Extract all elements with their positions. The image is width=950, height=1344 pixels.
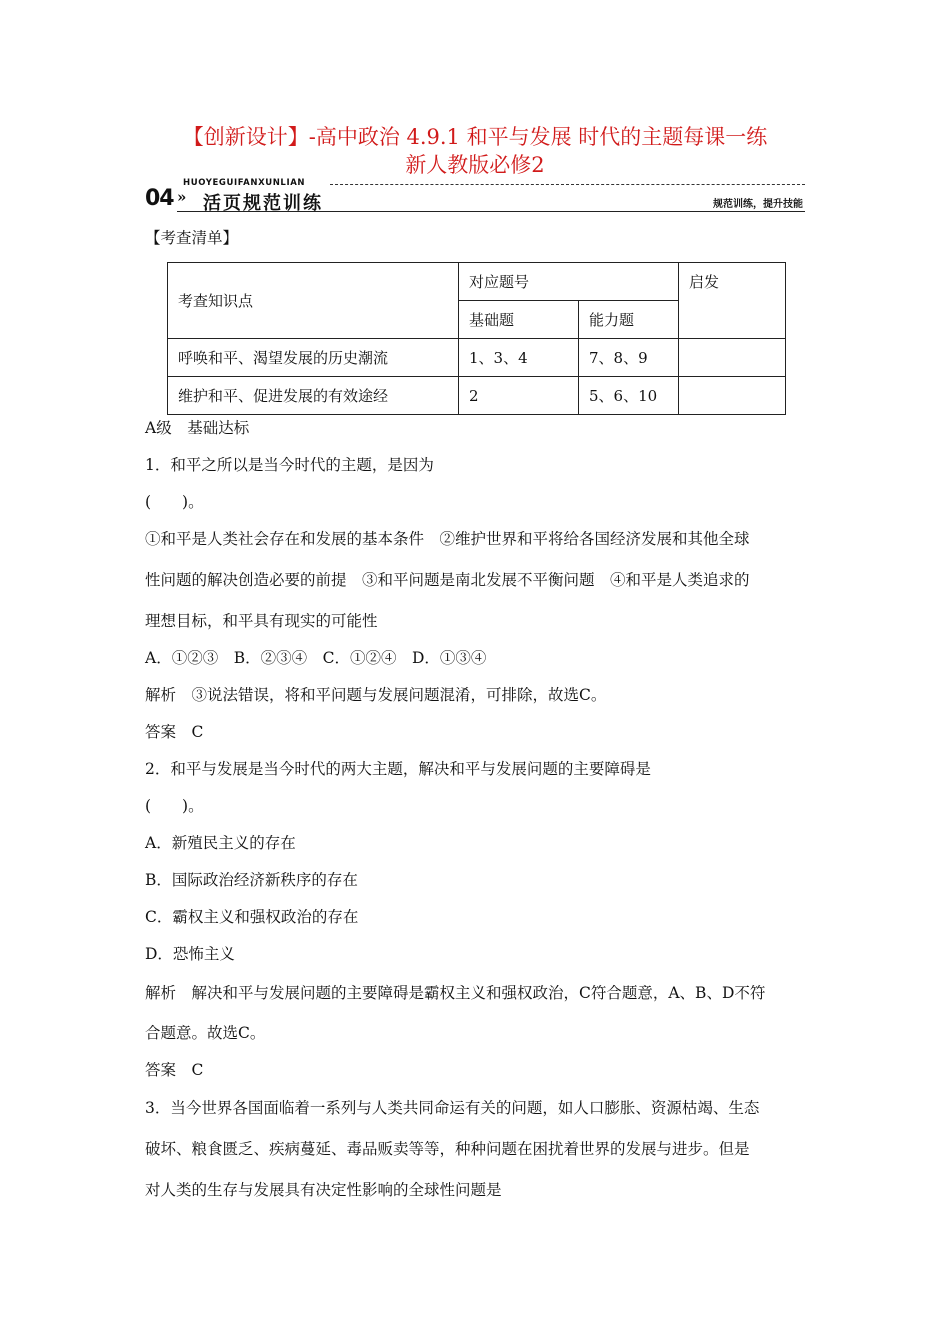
q2-option-b: B．国际政治经济新秩序的存在 <box>145 871 358 889</box>
q1-blank: ( )。 <box>145 493 204 511</box>
q2-option-d: D．恐怖主义 <box>145 945 235 963</box>
header-question-no: 对应题号 <box>459 263 679 301</box>
section-slogan: 规范训练，提升技能 <box>713 199 803 210</box>
q1-analysis: 解析 ③说法错误，将和平问题与发展问题混淆，可排除，故选C。 <box>145 686 607 704</box>
checklist-table <box>167 262 786 415</box>
header-basic: 基础题 <box>459 301 579 339</box>
q3-stem: 3．当今世界各国面临着一系列与人类共同命运有关的问题，如人口膨胀、资源枯竭、生态 <box>145 1099 760 1117</box>
row-basic: 2 <box>459 377 579 415</box>
q2-stem: 2．和平与发展是当今时代的两大主题，解决和平与发展问题的主要障碍是 <box>145 760 651 778</box>
checklist-label: 【考查清单】 <box>145 229 239 247</box>
table-row <box>168 377 786 415</box>
section-number: 04 <box>145 186 174 211</box>
section-banner <box>145 178 805 214</box>
q2-option-c: C．霸权主义和强权政治的存在 <box>145 908 359 926</box>
q1-options: 理想目标，和平具有现实的可能性 <box>145 612 378 630</box>
q1-options: 性问题的解决创造必要的前提 ③和平问题是南北发展不平衡问题 ④和平是人类追求的 <box>145 571 750 589</box>
level-heading: A级 基础达标 <box>145 419 250 437</box>
header-ability: 能力题 <box>579 301 679 339</box>
q1-answer: 答案 C <box>145 723 204 741</box>
row-note <box>679 339 786 377</box>
section-pinyin: HUOYEGUIFANXUNLIAN <box>183 178 306 188</box>
header-inspiration: 启发 <box>679 263 786 339</box>
document-title-line-1: 【创新设计】-高中政治 4.9.1 和平与发展 时代的主题每课一练 <box>182 125 768 149</box>
q3-stem: 破坏、粮食匮乏、疾病蔓延、毒品贩卖等等，种种问题在困扰着世界的发展与进步。但是 <box>145 1140 750 1158</box>
q1-choices: A．①②③ B．②③④ C．①②④ D．①③④ <box>145 649 487 667</box>
q1-stem: 1．和平之所以是当今时代的主题，是因为 <box>145 456 434 474</box>
row-topic: 呼唤和平、渴望发展的历史潮流 <box>168 339 459 377</box>
q1-options: ①和平是人类社会存在和发展的基本条件 ②维护世界和平将给各国经济发展和其他全球 <box>145 530 750 548</box>
chevron-right-icon: » <box>177 188 187 206</box>
q2-analysis: 解析 解决和平与发展问题的主要障碍是霸权主义和强权政治，C符合题意，A、B、D不符 <box>145 984 766 1002</box>
q2-answer: 答案 C <box>145 1061 204 1079</box>
banner-underline <box>177 211 805 212</box>
table-row <box>168 339 786 377</box>
row-note <box>679 377 786 415</box>
q2-option-a: A．新殖民主义的存在 <box>145 834 296 852</box>
q3-stem: 对人类的生存与发展具有决定性影响的全球性问题是 <box>145 1181 502 1199</box>
header-knowledge: 考查知识点 <box>168 263 459 339</box>
row-ability: 7、8、9 <box>579 339 679 377</box>
document-title-line-2: 新人教版必修2 <box>405 153 545 177</box>
section-title: 活页规范训练 <box>203 193 323 214</box>
row-basic: 1、3、4 <box>459 339 579 377</box>
q2-blank: ( )。 <box>145 797 204 815</box>
row-topic: 维护和平、促进发展的有效途经 <box>168 377 459 415</box>
q2-analysis: 合题意。故选C。 <box>145 1024 266 1042</box>
dashed-divider <box>330 184 805 185</box>
row-ability: 5、6、10 <box>579 377 679 415</box>
